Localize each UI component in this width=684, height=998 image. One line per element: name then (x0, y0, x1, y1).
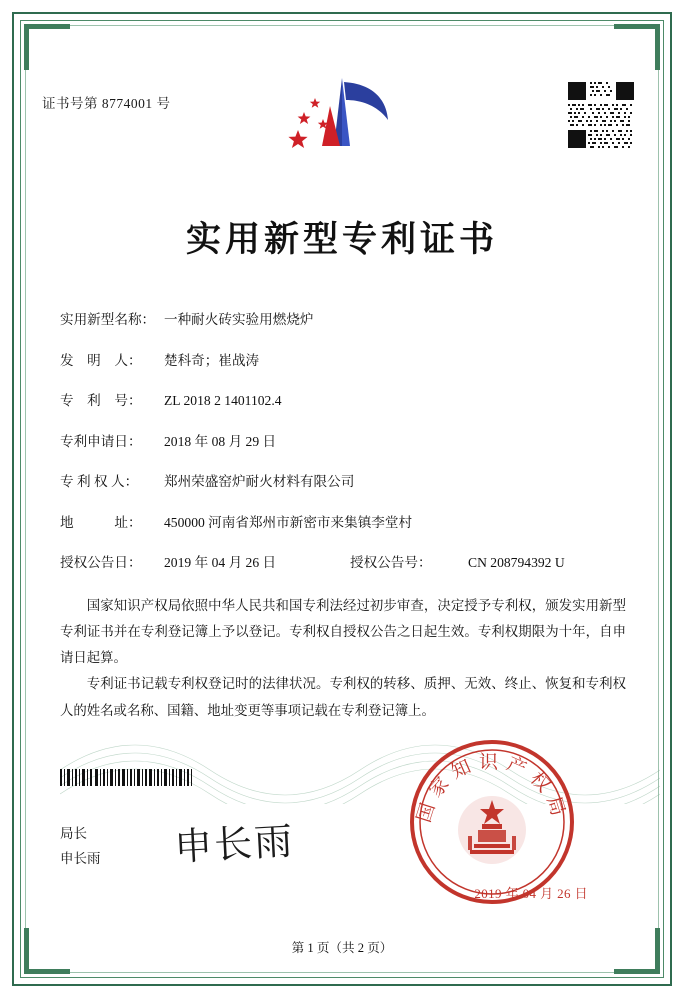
field-utility-model-name (60, 308, 632, 328)
certificate-header (34, 34, 650, 144)
field-grant-row (60, 551, 632, 571)
field-value: 楚科奇；崔战涛 (164, 352, 260, 368)
director-name: 申长雨 (60, 851, 101, 867)
seal-date: 2019 年 04 月 26 日 (474, 886, 588, 901)
field-value: 郑州荣盛窑炉耐火材料有限公司 (164, 474, 355, 489)
legal-paragraph-2: 专利证书记载专利权登记时的法律状况。专利权的转移、质押、无效、终止、恢复和专利权人的姓名或名称、国籍、地址变更等事项记载在专利登记簿上。 (60, 676, 626, 718)
field-patentee (60, 470, 632, 490)
field-value: 450000 河南省郑州市新密市来集镇李堂村 (164, 514, 413, 530)
director-block (60, 822, 101, 872)
field-list (34, 308, 650, 571)
field-application-date (60, 430, 632, 450)
page-indicator: 第 1 页（共 2 页） (291, 941, 393, 955)
legal-text (34, 593, 650, 724)
handwritten-signature: 申长雨 (173, 818, 296, 870)
official-seal (408, 738, 576, 906)
director-label: 局长 (60, 826, 87, 842)
field-value: 2019 年 04 月 26 日 (164, 555, 277, 570)
field-label: 实用新型名称： (60, 312, 156, 327)
field-label: 专 利 权 人： (60, 474, 139, 489)
field-value: ZL 2018 2 1401102.4 (164, 393, 282, 408)
field-value: CN 208794392 U (468, 555, 565, 570)
field-address (60, 511, 632, 531)
certificate-number: 证书号第 8774001 号 (42, 96, 171, 111)
field-label: 地 址： (60, 514, 142, 530)
field-inventor (60, 349, 632, 369)
field-label: 专 利 号： (60, 393, 142, 408)
certificate-content (34, 34, 650, 964)
svg-text:国家知识产权局: 国家知识产权局 (412, 751, 572, 826)
field-grant-publication-number (350, 551, 565, 571)
field-label: 专利申请日： (60, 433, 142, 449)
field-patent-number (60, 389, 632, 409)
field-label: 授权公告日： (60, 555, 142, 570)
cnipa-logo-icon (282, 76, 402, 154)
barcode (60, 769, 192, 786)
qr-code-icon (568, 82, 634, 148)
legal-paragraph-1: 国家知识产权局依照中华人民共和国专利法经过初步审查，决定授予专利权，颁发实用新型专利证书并在专利登记簿上予以登记。专利权自授权公告之日起生效。专利权期限为十年，自申请日起算。 (60, 598, 626, 666)
page-title: 实用新型专利证书 (185, 219, 498, 260)
field-grant-date (60, 551, 350, 571)
field-label: 发 明 人： (60, 352, 142, 368)
field-label: 授权公告号： (350, 555, 432, 570)
field-value: 2018 年 08 月 29 日 (164, 433, 277, 449)
field-value: 一种耐火砖实验用燃烧炉 (164, 312, 314, 327)
